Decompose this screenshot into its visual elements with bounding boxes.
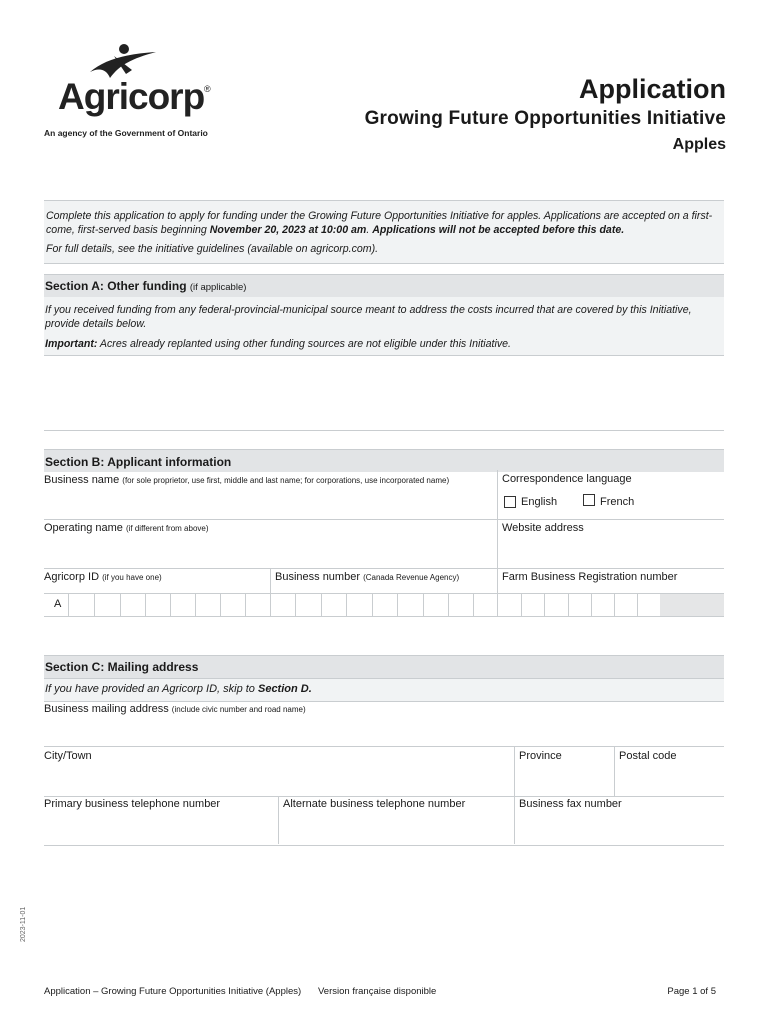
agricorp-logo: [44, 44, 226, 144]
agricorp-id-prefix: A: [54, 598, 62, 610]
city-label: City/Town: [44, 750, 92, 762]
website-label: Website address: [502, 522, 584, 534]
intro-guidelines: For full details, see the initiative guidelines (available on agricorp.com).: [46, 243, 379, 255]
footer-french-version: Version française disponible: [318, 986, 437, 997]
farm-registration-label: Farm Business Registration number: [502, 571, 678, 583]
province-field[interactable]: [519, 764, 613, 794]
city-field[interactable]: [44, 764, 512, 794]
section-c-instruction: If you have provided an Agricorp ID, skip to Section D.: [44, 678, 724, 702]
intro-warning: Applications will not be accepted before this date.: [372, 224, 625, 236]
fax-label: Business fax number: [519, 798, 622, 810]
english-label: English: [521, 496, 558, 508]
intro-block: [44, 200, 724, 264]
operating-name-field[interactable]: [44, 536, 496, 566]
primary-phone-field[interactable]: [44, 812, 276, 842]
other-funding-details-field[interactable]: [44, 356, 724, 431]
correspondence-language-label: Correspondence language: [502, 473, 632, 485]
business-name-field[interactable]: [44, 488, 496, 518]
primary-phone-label: Primary business telephone number: [44, 798, 221, 810]
section-a-header: Section A: Other funding (if applicable): [44, 274, 724, 297]
section-a-instructions: If you received funding from any federal-provincial-municipal source meant to address the costs incurred that are covered by this Initiative, provide details below. Important: Acres already replanted using other funding sources are not eligible under this Initiative.: [44, 297, 724, 356]
start-date: November 20, 2023 at 10:00 am: [209, 224, 367, 236]
province-label: Province: [519, 750, 562, 762]
section-c-header: Section C: Mailing address: [44, 655, 724, 678]
logo-wordmark: Agricorp: [58, 76, 205, 117]
postal-code-label: Postal code: [619, 750, 677, 762]
website-field[interactable]: [502, 536, 722, 566]
alternate-phone-field[interactable]: [283, 812, 511, 842]
page-subtitle: Growing Future Opportunities Initiative: [364, 108, 726, 129]
id-number-cells[interactable]: [44, 593, 724, 617]
page-title: Application: [579, 74, 726, 104]
mailing-address-label: Business mailing address (include civic number and road name): [44, 703, 306, 715]
revision-date: 2023-11-01: [20, 906, 27, 942]
french-checkbox[interactable]: [583, 494, 595, 506]
fax-field[interactable]: [519, 812, 723, 842]
registered-mark: ®: [204, 84, 211, 94]
unused-cell-area: [660, 594, 724, 616]
english-checkbox[interactable]: [504, 496, 516, 508]
mailing-address-field[interactable]: [44, 717, 724, 745]
operating-name-label: Operating name (if different from above): [44, 522, 209, 534]
alternate-phone-label: Alternate business telephone number: [283, 798, 466, 810]
postal-code-field[interactable]: [619, 764, 723, 794]
page-crop: Apples: [672, 136, 726, 153]
intro-text: Complete this application to apply for funding under the Growing Future Opportunities Initiative for apples. Applications are accepted on a first-come, first-served basis beginning November 20, 2023 at 10:00 am. Applications will not be accepted before this date.: [46, 210, 713, 236]
footer-document-title: Application – Growing Future Opportunities Initiative (Apples): [44, 986, 302, 997]
agricorp-id-label: Agricorp ID (if you have one): [44, 571, 162, 583]
page-number: Page 1 of 5: [667, 986, 716, 997]
section-b-header: Section B: Applicant information: [44, 449, 724, 472]
french-label: French: [600, 496, 635, 508]
business-number-label: Business number (Canada Revenue Agency): [275, 571, 460, 583]
business-name-label: Business name (for sole proprietor, use first, middle and last name; for corporations, use incorporated name): [44, 474, 450, 486]
logo-tagline: An agency of the Government of Ontario: [44, 128, 208, 138]
